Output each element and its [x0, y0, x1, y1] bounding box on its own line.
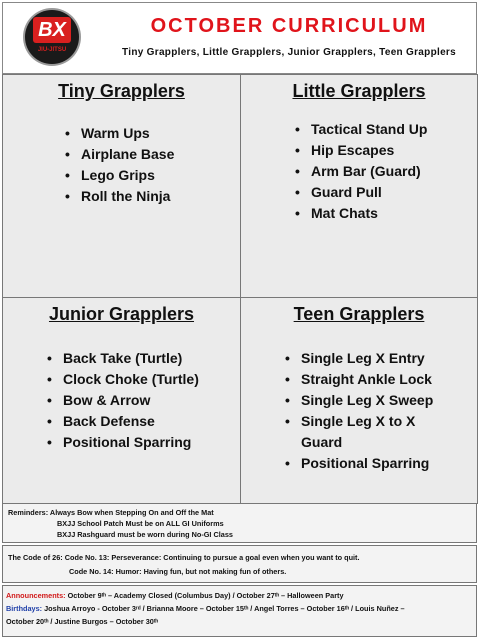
curriculum-grid [2, 74, 478, 504]
section-teen-grapplers [241, 298, 477, 503]
logo-mark: BX [33, 17, 71, 43]
code-line-2: Code No. 14: Humor: Having fun, but not making fun of others. [69, 567, 287, 576]
list-item: • Single Leg X Sweep [285, 390, 433, 411]
section-little-grapplers [241, 75, 477, 298]
reminder-2: BXJJ School Patch Must be on ALL GI Uniforms [57, 519, 224, 528]
bullet-icon: • [65, 188, 70, 204]
bullet-icon: • [285, 350, 290, 366]
section-title: Junior Grapplers [48, 304, 195, 324]
code-of-26-box [2, 545, 477, 583]
reminder-1: Always Bow when Stepping On and Off the Mat [49, 508, 214, 517]
list-item: • Straight Ankle Lock [285, 369, 433, 390]
bullet-icon: • [47, 434, 52, 450]
birthdays-line-2: October 20ᵗʰ / Justine Burgos – October 30ᵗʰ [6, 617, 159, 626]
bullet-icon: • [65, 146, 70, 162]
list-item: • Warm Ups [65, 123, 174, 144]
code-line-1: The Code of 26: Code No. 13: Perseverance: Continuing to pursue a goal even when you want to quit. [8, 553, 360, 562]
bullet-icon: • [285, 455, 290, 471]
announcements-label: Announcements: [6, 591, 66, 600]
section-list [295, 119, 427, 224]
announcements-text: October 9ᵗʰ – Academy Closed (Columbus Day) / October 27ᵗʰ – Halloween Party [67, 591, 344, 600]
bullet-icon: • [295, 205, 300, 221]
list-item: • Positional Sparring [47, 432, 199, 453]
list-item: • Back Defense [47, 411, 199, 432]
list-item: • Lego Grips [65, 165, 174, 186]
bullet-icon: • [295, 163, 300, 179]
list-item: • Mat Chats [295, 203, 427, 224]
list-item: • Positional Sparring [285, 453, 433, 474]
bullet-icon: • [295, 142, 300, 158]
section-title: Teen Grapplers [293, 304, 425, 324]
page-subtitle: Tiny Grapplers, Little Grapplers, Junior Grapplers, Teen Grapplers [122, 47, 456, 58]
section-tiny-grapplers [3, 75, 241, 298]
bullet-icon: • [47, 392, 52, 408]
bullet-icon: • [47, 350, 52, 366]
bullet-icon: • [295, 184, 300, 200]
list-item: • Clock Choke (Turtle) [47, 369, 199, 390]
birthdays-line-1: Joshua Arroyo - October 3ʳᵈ / Brianna Moore – October 15ᵗʰ / Angel Torres – October 16ᵗʰ / Louis Nuñez – [44, 604, 405, 613]
list-item: • Guard Pull [295, 182, 427, 203]
section-title: Tiny Grapplers [58, 81, 185, 101]
section-list [47, 348, 199, 453]
announcements-box [2, 585, 477, 637]
section-title: Little Grapplers [292, 81, 426, 101]
list-item: • Airplane Base [65, 144, 174, 165]
list-item: • Back Take (Turtle) [47, 348, 199, 369]
bullet-icon: • [285, 392, 290, 408]
reminders-box [2, 503, 477, 543]
list-item-continuation: Guard [301, 434, 343, 450]
bullet-icon: • [285, 371, 290, 387]
list-item: • Tactical Stand Up [295, 119, 427, 140]
list-item: • Arm Bar (Guard) [295, 161, 427, 182]
page-title: OCTOBER CURRICULUM [150, 15, 428, 37]
bullet-icon: • [65, 125, 70, 141]
section-junior-grapplers [3, 298, 241, 503]
bullet-icon: • [65, 167, 70, 183]
list-item: • Single Leg X Entry [285, 348, 433, 369]
bullet-icon: • [285, 413, 290, 429]
section-list [285, 348, 433, 474]
list-item: • Single Leg X to X [285, 411, 433, 432]
list-item: • Bow & Arrow [47, 390, 199, 411]
reminder-3: BXJJ Rashguard must be worn during No-GI Class [57, 530, 233, 539]
bx-logo [25, 10, 79, 64]
section-list [65, 123, 174, 207]
birthdays-label: Birthdays: [6, 604, 43, 613]
list-item: • Roll the Ninja [65, 186, 174, 207]
bullet-icon: • [47, 371, 52, 387]
list-item: • Hip Escapes [295, 140, 427, 161]
header [2, 2, 477, 74]
bullet-icon: • [47, 413, 52, 429]
logo-subtext: JIU-JITSU [37, 47, 67, 53]
reminders-label: Reminders: [8, 508, 49, 517]
bullet-icon: • [295, 121, 300, 137]
